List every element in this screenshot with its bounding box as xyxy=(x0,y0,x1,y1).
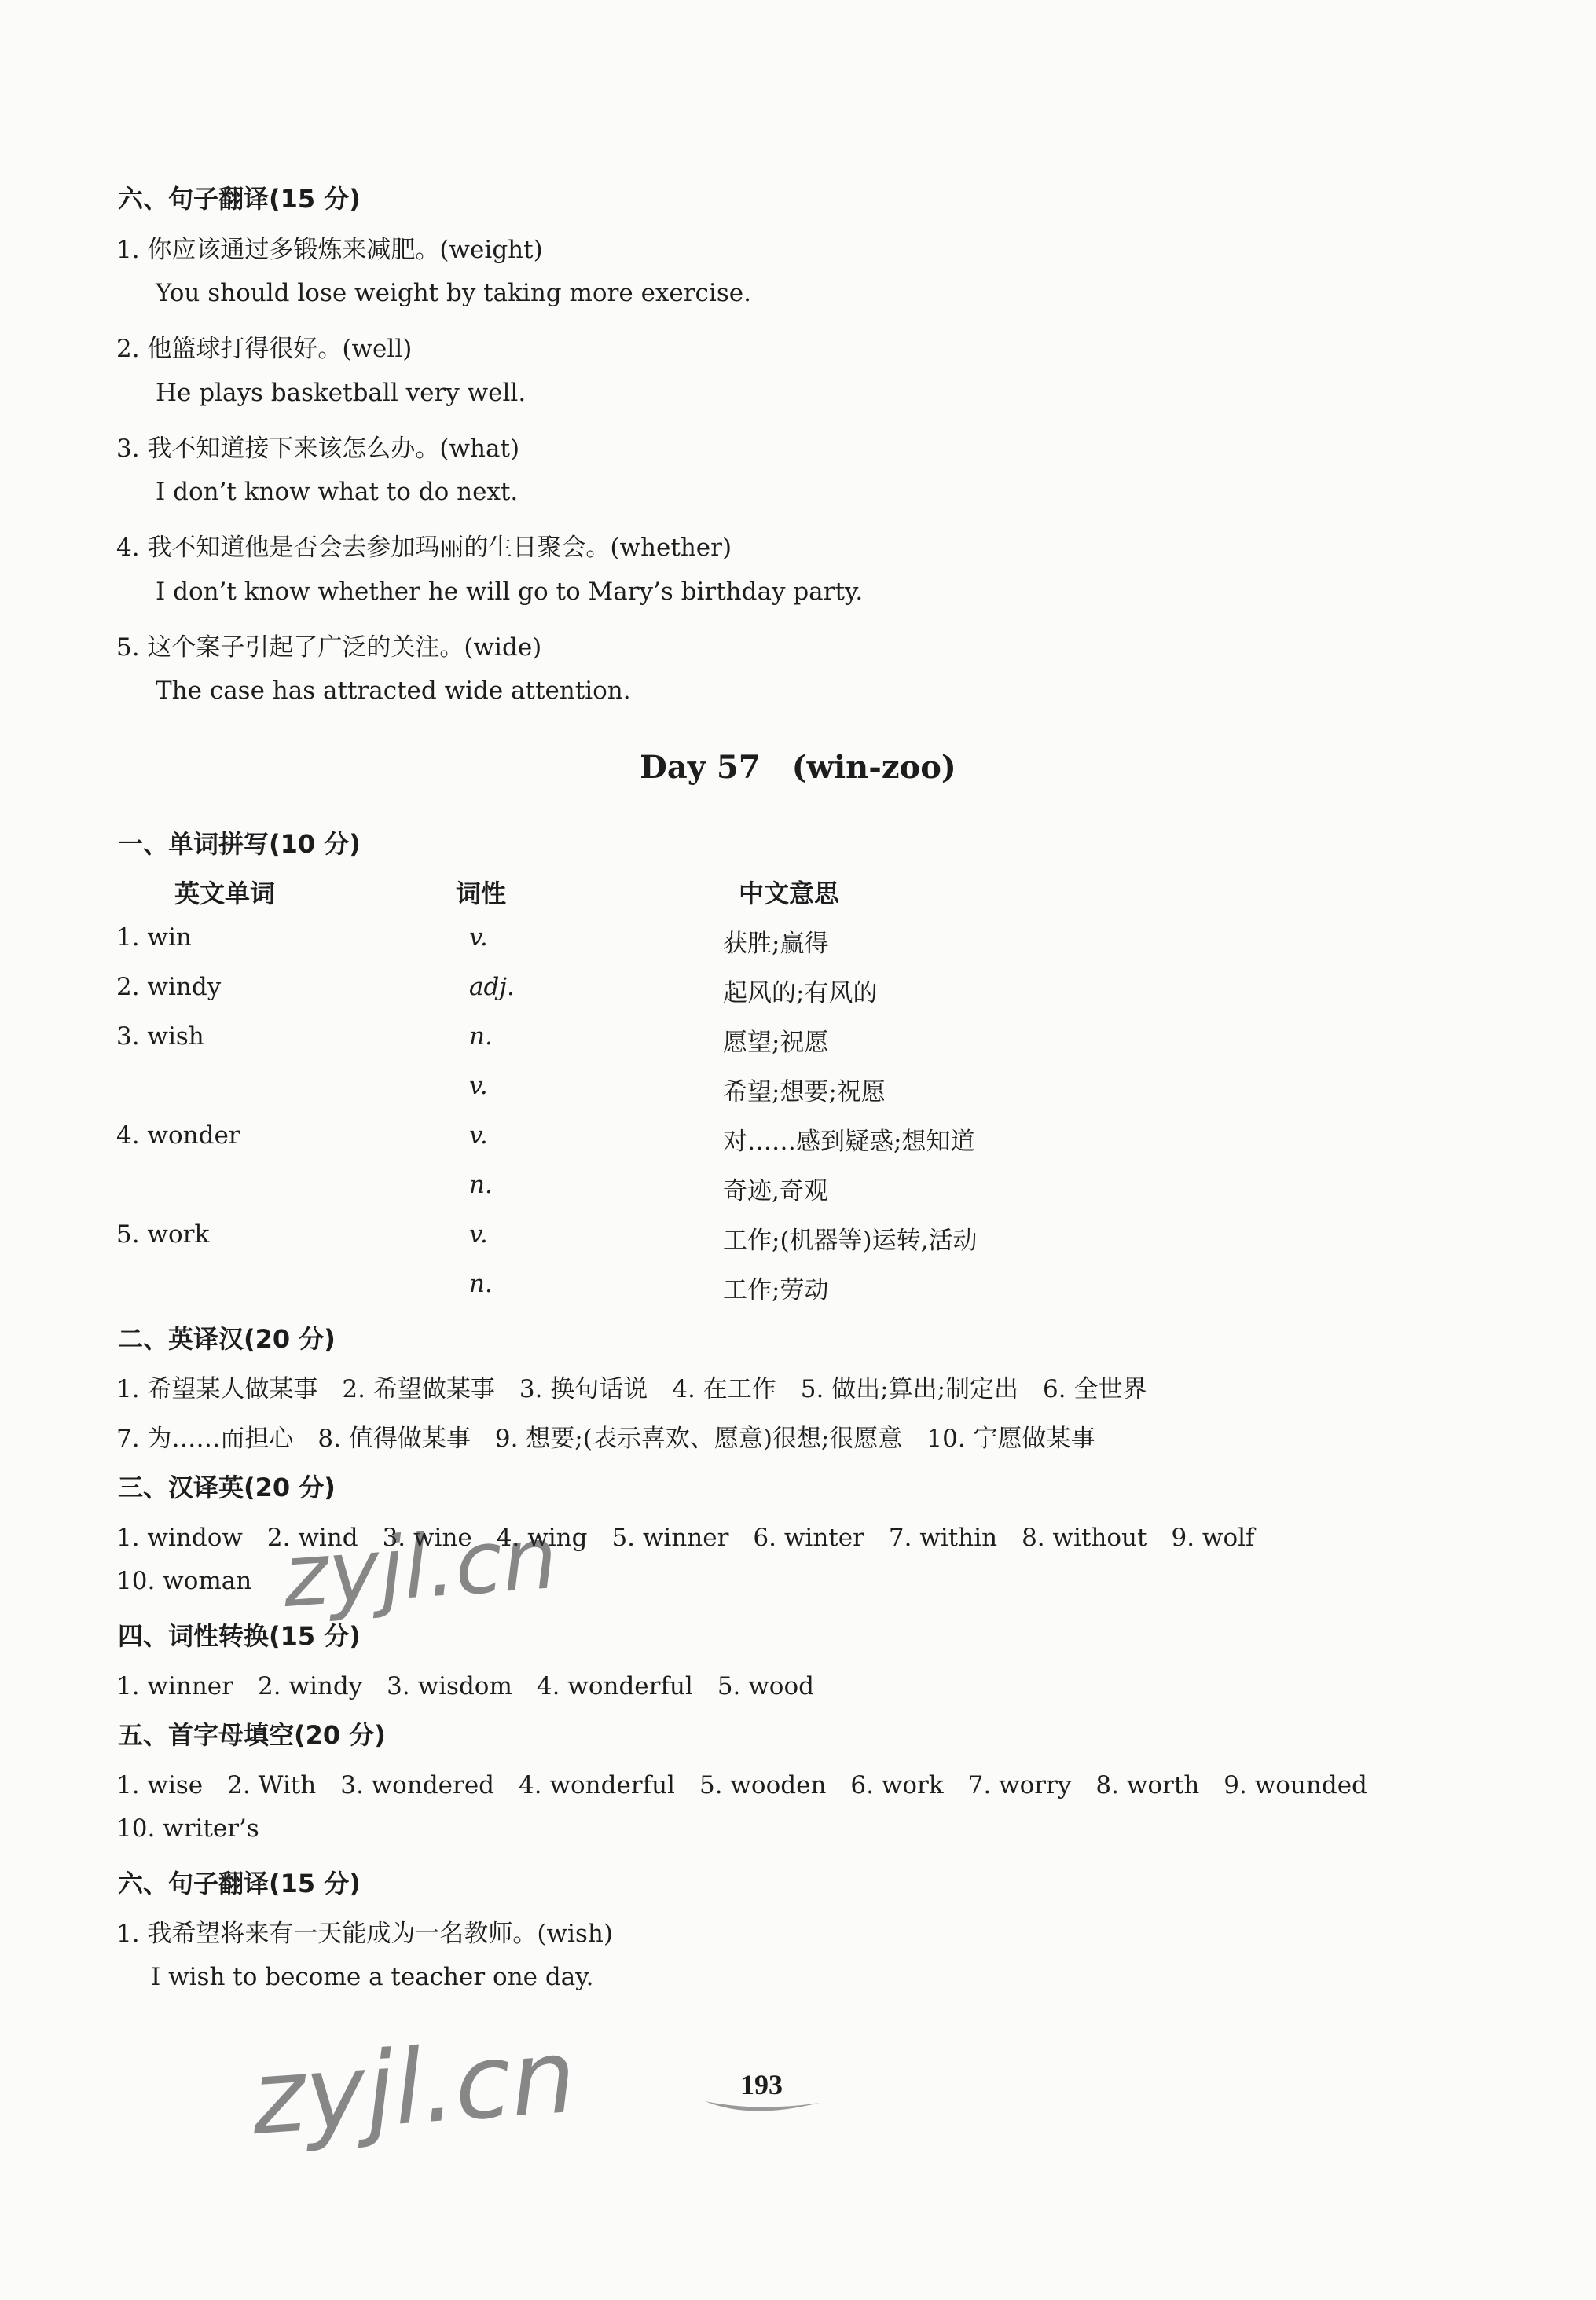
vocab-meaning: 工作;劳动 xyxy=(723,1276,829,1304)
section-heading-initial-fill: 五、首字母填空(20 分) xyxy=(118,1720,386,1750)
question-1: 1. 我希望将来有一天能成为一名教师。(wish) xyxy=(116,1920,613,1948)
answer-5: The case has attracted wide attention. xyxy=(156,677,631,705)
vocab-word: 2. windy xyxy=(116,973,222,1001)
col-header-word: 英文单词 xyxy=(174,879,276,908)
page-number-swoosh-icon xyxy=(703,2096,821,2118)
vocab-meaning: 希望;想要;祝愿 xyxy=(723,1078,886,1106)
answer-3: I don’t know what to do next. xyxy=(156,478,519,506)
answer-1: You should lose weight by taking more exercise. xyxy=(156,279,751,307)
answer-line: 1. wise 2. With 3. wondered 4. wonderful 5. wooden 6. work 7. worry 8. worth 9. wounded xyxy=(116,1771,1367,1799)
answer-line: 10. writer’s xyxy=(116,1814,259,1843)
question-5: 5. 这个案子引起了广泛的关注。(wide) xyxy=(116,633,542,662)
vocab-pos: v. xyxy=(469,1072,488,1100)
answer-4: I don’t know whether he will go to Mary’s birthday party. xyxy=(156,578,864,606)
answer-1: I wish to become a teacher one day. xyxy=(151,1963,594,1991)
vocab-pos: n. xyxy=(469,1270,493,1298)
section-heading-en-to-zh: 二、英译汉(20 分) xyxy=(118,1324,336,1354)
vocab-pos: v. xyxy=(469,923,488,952)
vocab-meaning: 奇迹,奇观 xyxy=(723,1177,828,1205)
section-heading-translation: 六、句子翻译(15 分) xyxy=(118,1869,361,1898)
question-3: 3. 我不知道接下来该怎么办。(what) xyxy=(116,435,520,463)
vocab-meaning: 工作;(机器等)运转,活动 xyxy=(723,1227,978,1255)
vocab-meaning: 获胜;赢得 xyxy=(723,930,829,958)
section-heading-pos-change: 四、词性转换(15 分) xyxy=(118,1621,361,1651)
question-2: 2. 他篮球打得很好。(well) xyxy=(116,335,413,363)
answer-line: 7. 为……而担心 8. 值得做某事 9. 想要;(表示喜欢、愿意)很想;很愿意 10. 宁愿做某事 xyxy=(116,1425,1095,1453)
vocab-word: 5. work xyxy=(116,1220,210,1249)
question-4: 4. 我不知道他是否会去参加玛丽的生日聚会。(whether) xyxy=(116,534,732,562)
answer-line: 1. 希望某人做某事 2. 希望做某事 3. 换句话说 4. 在工作 5. 做出;算出;制定出 6. 全世界 xyxy=(116,1375,1147,1403)
vocab-meaning: 对……感到疑惑;想知道 xyxy=(723,1128,975,1156)
answer-line: 1. window 2. wind 3. wine 4. wing 5. winner 6. winter 7. within 8. without 9. wolf xyxy=(116,1524,1255,1552)
answer-line: 1. winner 2. windy 3. wisdom 4. wonderful 5. wood xyxy=(116,1672,814,1700)
vocab-word: 3. wish xyxy=(116,1022,204,1051)
watermark-logo: zyjl.cn xyxy=(248,2016,580,2159)
vocab-pos: n. xyxy=(469,1022,493,1051)
answer-line: 10. woman xyxy=(116,1567,252,1595)
vocab-pos: v. xyxy=(469,1121,488,1150)
answer-2: He plays basketball very well. xyxy=(156,379,526,407)
vocab-pos: v. xyxy=(469,1220,488,1249)
vocab-meaning: 起风的;有风的 xyxy=(723,979,878,1007)
section-heading-zh-to-en: 三、汉译英(20 分) xyxy=(118,1473,336,1502)
vocab-word: 4. wonder xyxy=(116,1121,240,1150)
question-1: 1. 你应该通过多锻炼来减肥。(weight) xyxy=(116,236,543,264)
vocab-pos: adj. xyxy=(469,973,515,1001)
day-title: Day 57 (win-zoo) xyxy=(640,749,956,786)
vocab-pos: n. xyxy=(469,1171,493,1199)
col-header-meaning: 中文意思 xyxy=(739,879,840,908)
section-heading-translation-prev: 六、句子翻译(15 分) xyxy=(118,184,361,214)
section-heading-spelling: 一、单词拼写(10 分) xyxy=(118,829,361,859)
page-number: 193 xyxy=(740,2069,783,2100)
watermark-logo: zyjl.cn xyxy=(279,1506,561,1627)
vocab-word: 1. win xyxy=(116,923,192,952)
col-header-pos: 词性 xyxy=(456,879,507,908)
vocab-meaning: 愿望;祝愿 xyxy=(723,1029,829,1057)
